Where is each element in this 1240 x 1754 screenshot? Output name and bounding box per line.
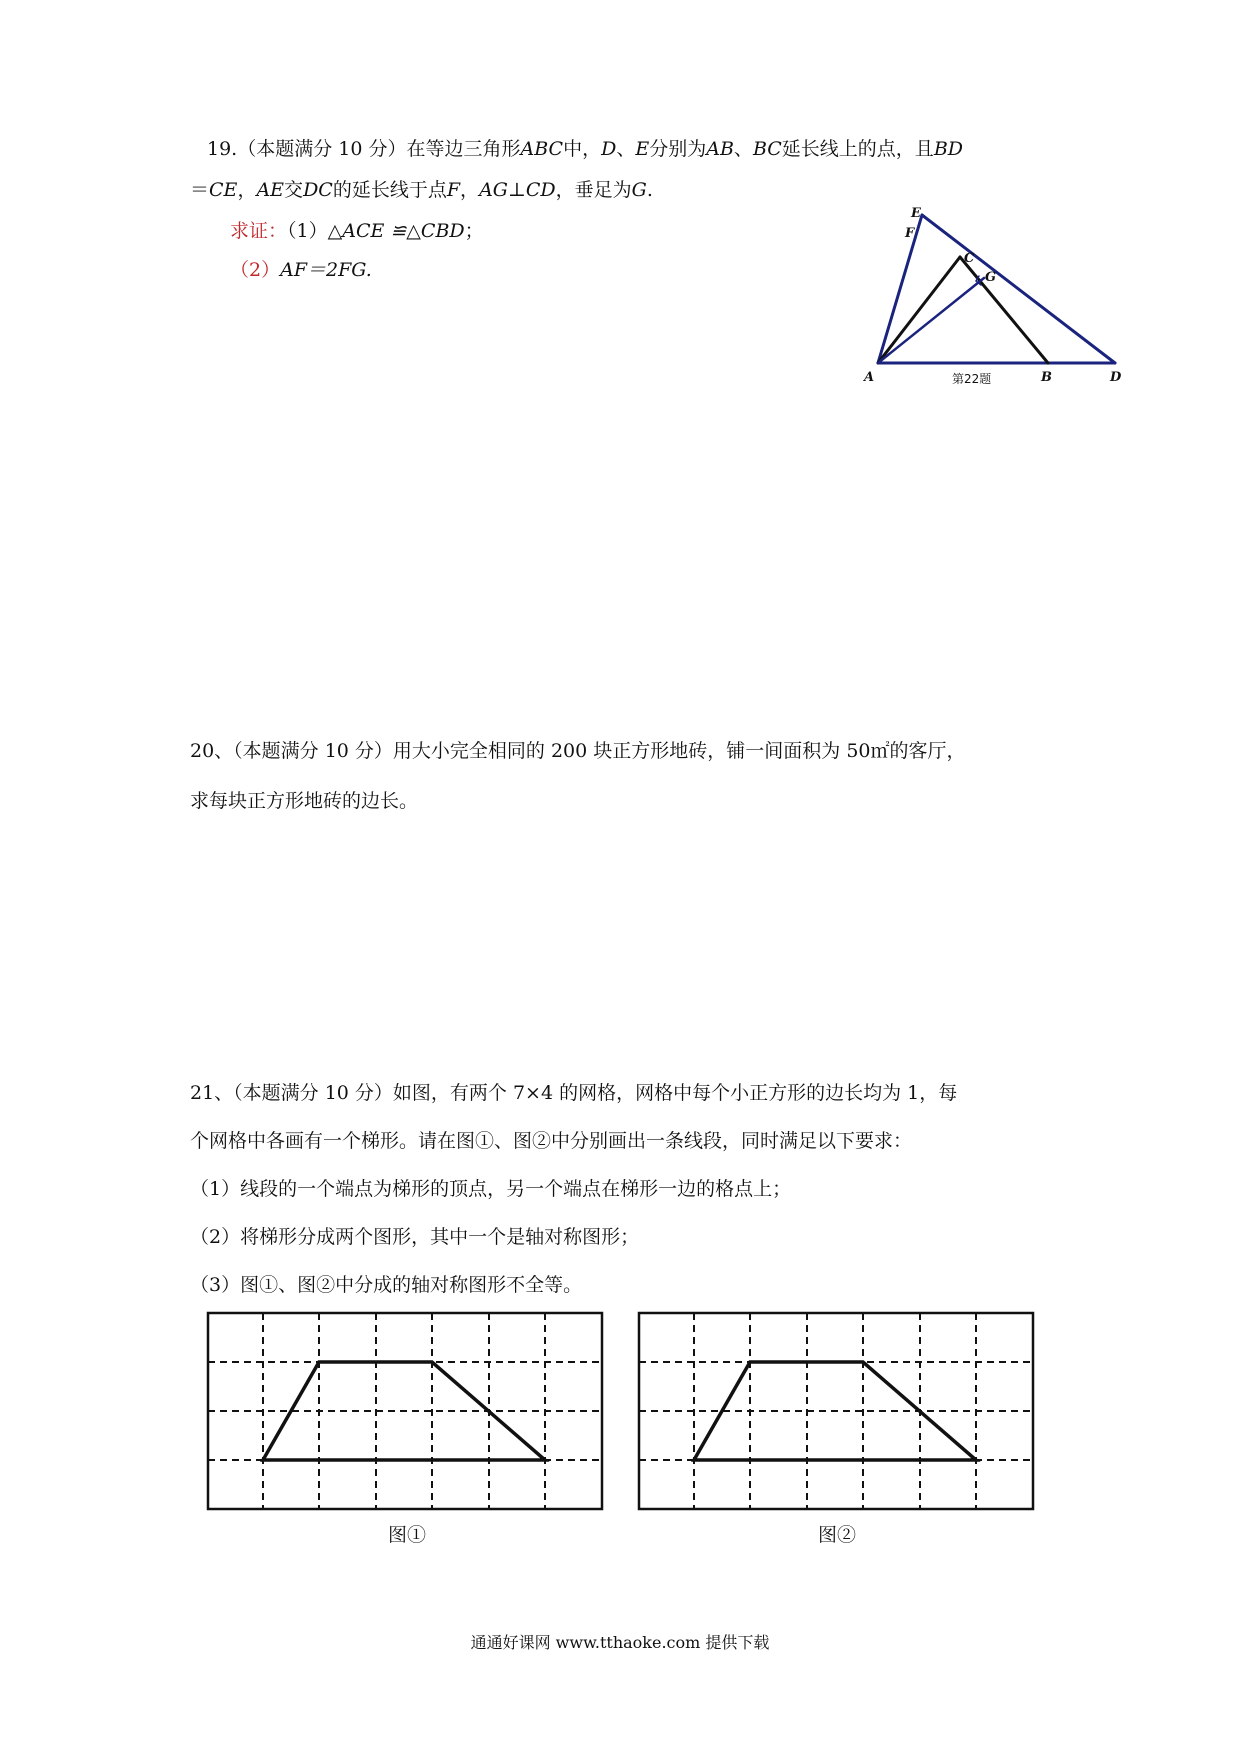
q20-line2 <box>190 788 418 814</box>
q19-text: 交 <box>284 179 304 201</box>
q19-var: AE <box>256 179 285 201</box>
q20-text: 20、（本题满分 10 分）用大小完全相同的 200 块正方形地砖，铺一间面积为 50 <box>190 740 871 762</box>
q21-req3: （3）图①、图②中分成的轴对称图形不全等。 <box>190 1274 583 1296</box>
q19-var: G <box>631 179 647 201</box>
q19-text: 中， <box>563 138 602 160</box>
grid-lines <box>639 1313 1033 1509</box>
q21-line2: 个网格中各画有一个梯形。请在图①、图②中分别画出一条线段，同时满足以下要求： <box>190 1130 913 1152</box>
label-f: F <box>905 226 915 241</box>
q19-text: 在等边三角形 <box>406 138 521 160</box>
q19-var: E <box>635 138 650 160</box>
segment-ae <box>878 215 922 363</box>
q19-text: . <box>646 179 653 201</box>
area-unit: ㎡ <box>870 740 890 762</box>
label-g: G <box>985 270 997 285</box>
q19-var: AG⊥CD <box>479 179 556 201</box>
triangle-figure <box>860 205 1120 385</box>
segment-ed <box>922 215 1115 363</box>
q19-text: 的延长线于点 <box>332 179 447 201</box>
part2-expression: AF＝2FG. <box>280 259 372 281</box>
q19-var: DC <box>303 179 333 201</box>
part1-expression: △ACE ≌△CBD <box>327 220 465 242</box>
grid-figure-1 <box>207 1312 603 1512</box>
q21-line1: 21、（本题满分 10 分）如图，有两个 7×4 的网格，网格中每个小正方形的边长均为 1，每 <box>190 1082 958 1104</box>
q19-var: BC <box>752 138 782 160</box>
label-e: E <box>911 206 921 221</box>
q19-text: ，垂足为 <box>555 179 632 201</box>
q21-req1: （1）线段的一个端点为梯形的顶点，另一个端点在梯形一边的格点上； <box>190 1178 792 1200</box>
grid-lines <box>208 1313 602 1509</box>
part-number: （2） <box>230 259 281 281</box>
label-b: B <box>1041 370 1052 385</box>
q19-var: ABC <box>520 138 564 160</box>
segment-ag <box>878 278 984 363</box>
q20-line1 <box>190 738 966 764</box>
label-a: A <box>864 370 875 385</box>
part-number: （1） <box>287 220 328 242</box>
q19-text: 、 <box>616 138 636 160</box>
q19-number: 19. <box>207 138 238 160</box>
segment-ac <box>878 257 960 363</box>
q19-var: F <box>446 179 461 201</box>
q19-var: D <box>601 138 617 160</box>
page-footer: 通通好课网 www.tthaoke.com 提供下载 <box>470 1633 770 1652</box>
prove-label: 求证： <box>230 220 288 242</box>
figure-1-caption: 图① <box>388 1524 427 1546</box>
q19-var: BD <box>933 138 964 160</box>
label-d: D <box>1110 370 1122 385</box>
q19-var: AB <box>706 138 734 160</box>
figure-caption: 第22题 <box>952 372 992 386</box>
segment-cb <box>960 257 1048 363</box>
label-c: C <box>964 251 975 266</box>
q19-prove-line1 <box>230 218 484 244</box>
q19-text: ； <box>464 220 484 242</box>
q20-text: 的客厅， <box>889 740 966 762</box>
figure-2-caption: 图② <box>818 1524 857 1546</box>
q19-line2 <box>190 177 653 203</box>
q19-var: CE <box>209 179 238 201</box>
q20-text: 求每块正方形地砖的边长。 <box>190 790 419 812</box>
q19-prove-line2 <box>230 257 372 283</box>
q19-text: ， <box>460 179 480 201</box>
q21-req2: （2）将梯形分成两个图形，其中一个是轴对称图形； <box>190 1226 640 1248</box>
q19-text: ， <box>237 179 257 201</box>
q19-line1 <box>207 136 963 162</box>
q19-text: 延长线上的点，且 <box>781 138 934 160</box>
q19-score: （本题满分 10 分） <box>237 138 407 160</box>
grid-figure-2 <box>638 1312 1034 1512</box>
q19-text: 、 <box>733 138 753 160</box>
q19-text: ＝ <box>190 179 210 201</box>
q19-text: 分别为 <box>649 138 707 160</box>
